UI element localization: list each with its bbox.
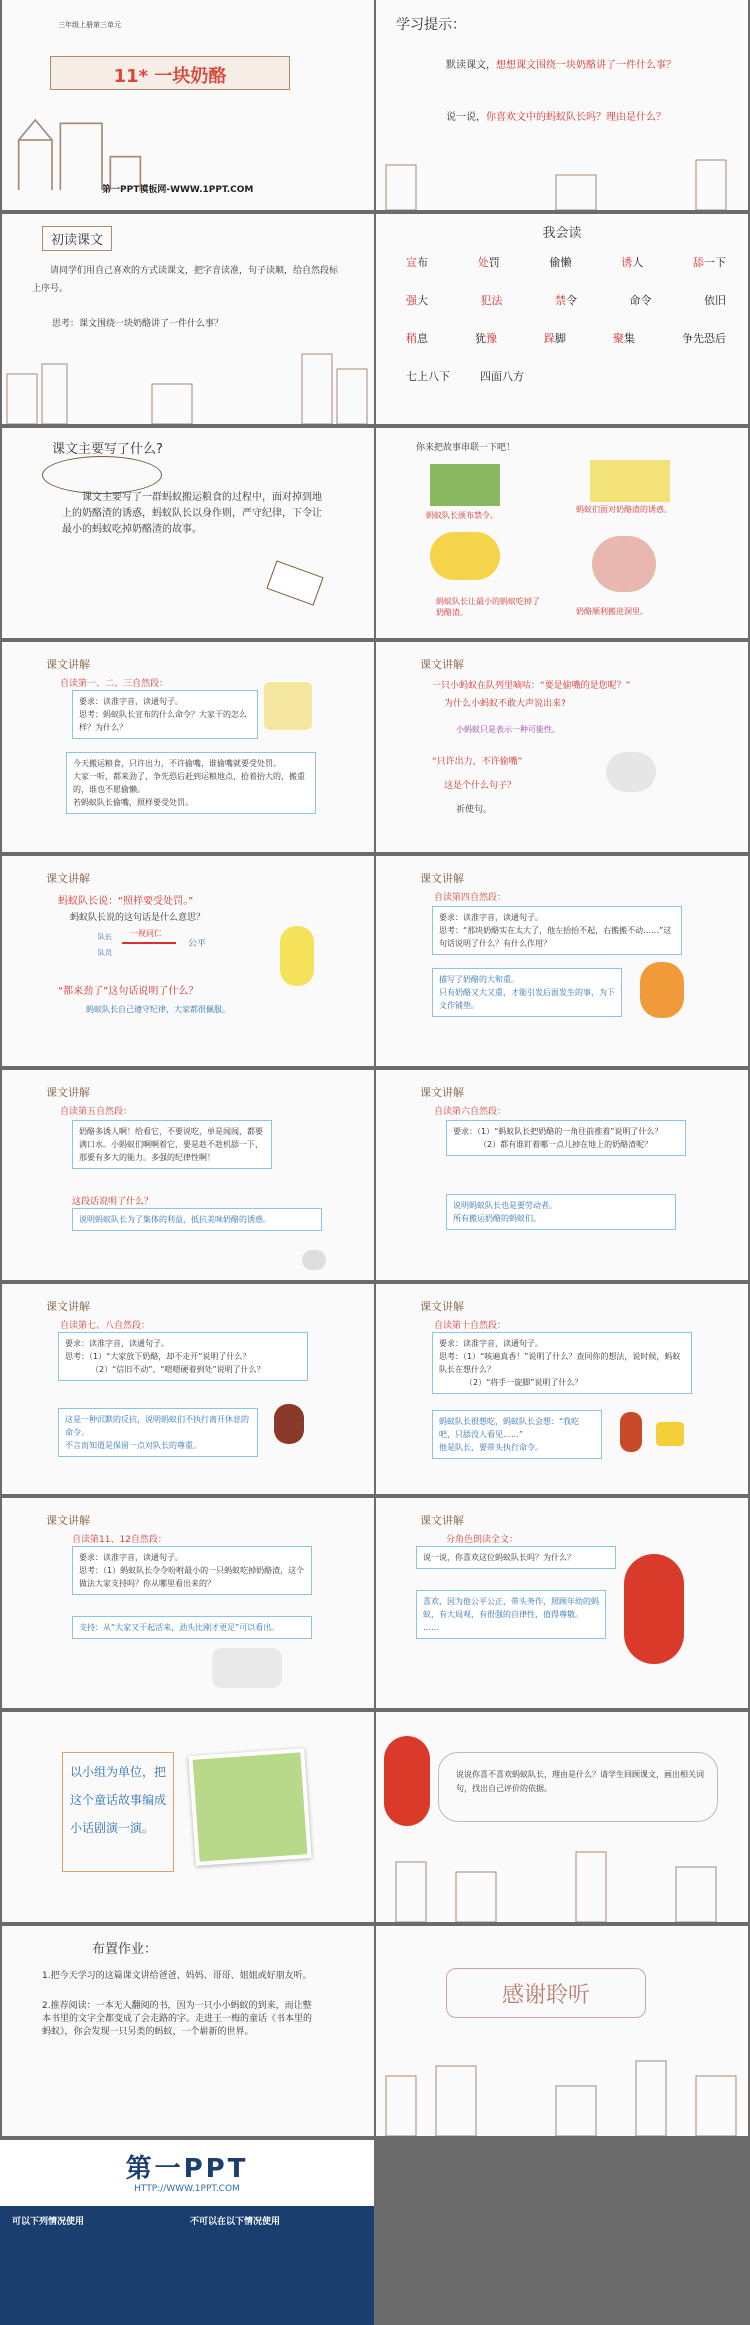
requirement: 要求：读准字音，读通句子。	[79, 697, 183, 706]
slide-18	[376, 1712, 748, 1922]
slide-subtitle: 分角色朗读全文：	[446, 1535, 519, 1545]
ant-picture	[302, 1250, 326, 1270]
word-duojiao: 跺脚	[544, 332, 566, 345]
line-2: 蚂蚁队长说的这句话是什么意思？	[70, 913, 206, 923]
answer: 喜欢，因为他公平公正，带头务作，照顾年幼的蚂蚁，有大局观，有很强的自律性，值得尊敬。	[423, 1597, 599, 1619]
line-3: “都来劲了”这句话说明了什么？	[58, 986, 199, 997]
read-heading: 初读课文	[42, 226, 112, 251]
passage-question: 这段话说明了什么？	[72, 1197, 154, 1207]
word-row-2	[406, 292, 726, 330]
answer-3: 若蚂蚁队长偷嘴，照样要受处罚。	[73, 798, 193, 807]
answer-2: 大家一听，都来劲了，争先恐后赶到运粮地点，抢着抬大的，搬重的，谁也不愿偷懒。	[73, 772, 305, 794]
question-box	[58, 1332, 308, 1381]
slide-8	[376, 642, 748, 852]
question-1: 要求：（1）“蚂蚁队长把奶酪的一角往前推着”说明了什么？	[453, 1127, 663, 1136]
cheese-picture	[264, 682, 312, 730]
slide-label: 课文讲解	[420, 1300, 464, 1313]
footer-banner	[0, 2140, 374, 2325]
slide-6	[376, 428, 748, 638]
activity-text: 以小组为单位，把这个童话故事编成小话剧演一演。	[70, 1765, 167, 1835]
question-box	[446, 1120, 686, 1156]
city-illustration	[2, 90, 374, 190]
word-yijiu: 依旧	[704, 294, 726, 307]
word-simianbafang: 四面八方	[480, 370, 524, 383]
homework-item-1: 1.把今天学习的这篇课文讲给爸爸、妈妈、哥哥、姐姐或好朋友听。	[42, 1971, 312, 1981]
words-heading: 我会读	[542, 226, 582, 241]
summary-heading: 课文主要写了什么?	[52, 442, 163, 457]
requirement: 要求：读准字音，读通句子。	[439, 913, 543, 922]
footer-logo: 第一PPT	[125, 2154, 249, 2184]
story-caption-2: 蚂蚁们面对奶酪渣的诱惑。	[576, 505, 672, 514]
word-grid	[406, 254, 726, 406]
slide-subtitle: 自读第11、12自然段：	[72, 1535, 167, 1545]
word-toulan: 偷懒	[549, 256, 572, 269]
word-row-4	[406, 368, 726, 406]
slide-9	[2, 856, 374, 1066]
line-4: 蚂蚁队长自己遵守纪律，大家都很佩服。	[86, 1005, 230, 1014]
slide-10	[376, 856, 748, 1066]
word-xuanbu: 宣布	[406, 256, 428, 269]
slide-17	[2, 1712, 374, 1922]
word-juji: 聚集	[613, 332, 635, 345]
story-heading: 你来把故事串联一下吧！	[416, 443, 516, 453]
question-2: （2）都有谁盯着哪一点儿掉在地上的奶酪渣呢？	[479, 1140, 653, 1149]
tip-1	[446, 58, 676, 74]
question: 思考：“那块奶酪实在太大了，他左抬抬不起，右搬搬不动……”这句话说明了什么？有什么作用？	[439, 926, 672, 948]
answer-box	[432, 1410, 602, 1459]
tip-2-prefix: 说一说，	[446, 112, 486, 123]
slide-5	[2, 428, 374, 638]
question-box	[432, 1332, 692, 1394]
read-instruction: 请同学们用自己喜欢的方式读课文，把字音读准，句子读顺，给自然段标上序号。	[32, 266, 339, 294]
homework-item-2: 2.推荐阅读：一本无人翻阅的书，因为一只小小蚂蚁的到来，而让整本书里的文字全都变成了会走路的字。走进王一梅的童话《书本里的蚂蚁》，你会发现一只另类的蚂蚁，一个崭新的世界。	[42, 2001, 313, 2037]
speech-bubble	[42, 456, 162, 494]
slide-20	[376, 1926, 748, 2136]
story-caption-1: 蚂蚁队长颁布禁令。	[426, 511, 498, 520]
word-row-1	[406, 254, 726, 292]
grade-label: 三年级上册第三单元	[58, 21, 121, 29]
word-qishangbaxia: 七上八下	[406, 370, 450, 383]
question-1: 思考：（1）“大家放下奶酪，却不走开”说明了什么？	[65, 1352, 251, 1361]
slide-label: 课文讲解	[46, 1086, 90, 1099]
word-chufa: 处罚	[477, 256, 500, 269]
slide-14	[376, 1284, 748, 1494]
ant-picture	[212, 1648, 282, 1688]
question-box: 说一说，你喜欢这位蚂蚁队长吗？为什么？	[416, 1546, 616, 1569]
slide-2	[376, 0, 748, 210]
city-illustration	[376, 150, 748, 210]
summary-text: 课文主要写了一群蚂蚁搬运粮食的过程中，面对掉到地上的奶酪渣的诱惑，蚂蚁队长以身作则，严守纪律，下令让最小的蚂蚁吃掉奶酪渣的故事。	[62, 492, 322, 535]
ant-picture	[606, 752, 656, 792]
story-caption-3: 蚂蚁队长让最小的蚂蚁吃掉了奶酪渣。	[436, 597, 540, 617]
answer-2: 他是队长，要带头执行命令。	[439, 1443, 543, 1452]
footer-allowed-title: 可以下列情况使用	[12, 2217, 85, 2227]
lesson-title: 11* 一块奶酪	[113, 66, 227, 87]
question-2: （2）“将手一旋脚”说明了什么？	[465, 1378, 583, 1387]
line-2: 为什么小蚂蚁不敢大声说出来?	[444, 699, 566, 709]
discussion-text: 说说你喜不喜欢蚂蚁队长，理由是什么？请学生回顾课文，画出相关词句，找出自己评价的依据。	[456, 1770, 704, 1793]
slide-13	[2, 1284, 374, 1494]
slide-15	[2, 1498, 374, 1708]
word-shaoxi: 稍息	[406, 332, 428, 345]
word-row-3	[406, 330, 726, 368]
answer-2: 所有搬运奶酪的蚂蚁们。	[453, 1214, 541, 1223]
slide-label: 课文讲解	[420, 1086, 464, 1099]
word-mingling: 命令	[629, 294, 652, 307]
tips-heading: 学习提示：	[396, 17, 466, 33]
slide-19	[2, 1926, 374, 2136]
slide-subtitle: 自读第四自然段：	[434, 893, 507, 903]
ant-picture	[640, 962, 684, 1018]
slide-label: 课文讲解	[46, 658, 90, 671]
word-fanfa: 犯法	[480, 294, 503, 307]
answer-1: 说明蚂蚁队长也是要劳动者。	[453, 1201, 557, 1210]
ant-picture	[620, 1412, 642, 1452]
answer-1: 这是一种沉默的反抗，说明蚂蚁们不执行离开休息的命令。	[65, 1415, 249, 1437]
word-youyu: 犹豫	[475, 332, 497, 345]
line-6: 祈使句。	[456, 805, 493, 815]
slide-subtitle: 自读第一、二、三自然段：	[60, 679, 169, 689]
requirement: 要求：读准字音，读通句子。	[65, 1339, 169, 1348]
word-qiangda: 强大	[406, 294, 428, 307]
slide-3	[2, 214, 374, 424]
passage-box: 奶酪多诱人啊！给看它，不要说吃，单是闻闻，都要满口水。小蚂蚁们啊啊着它，要是趁不趁机舔一下，那要有多大的能力。多强的纪律性啊！	[72, 1120, 272, 1169]
diagram-leader: 队长	[98, 933, 112, 941]
answer-box	[446, 1194, 676, 1230]
question-box	[72, 690, 258, 739]
slide-7	[2, 642, 374, 852]
answer-box	[58, 1408, 258, 1457]
line-1: 一只小蚂蚁在队列里嘀咕：“要是偷嘴的是您呢？”	[432, 681, 631, 691]
ant-picture	[384, 1736, 430, 1826]
story-image-3	[430, 532, 500, 580]
slide-4	[376, 214, 748, 424]
ant-picture	[274, 1404, 304, 1444]
word-zhengxiankonghou: 争先恐后	[682, 332, 726, 345]
question: 思考：蚂蚁队长宣布的什么命令？大家干的怎么样？为什么？	[79, 710, 247, 732]
answer-2: 只有奶酪又大又重，才能引发后面发生的事，为下文作铺垫。	[439, 988, 615, 1010]
cheese-picture	[656, 1422, 684, 1446]
line-1: 蚂蚁队长说：“照样要受处罚。”	[58, 896, 194, 907]
answer-2: 不言而知道是保留一点对队长的尊重。	[65, 1441, 201, 1450]
diagram-arrow	[122, 942, 176, 944]
tip-1-prefix: 默读课文，	[446, 60, 496, 71]
slide-subtitle: 自读第十自然段：	[434, 1321, 507, 1331]
slide-11	[2, 1070, 374, 1280]
story-image-2	[590, 460, 670, 502]
slide-subtitle: 自读第七、八自然段：	[60, 1321, 151, 1331]
slide-label: 课文讲解	[420, 1514, 464, 1527]
city-illustration	[376, 1842, 748, 1922]
tip-2	[446, 110, 676, 126]
slide-label: 课文讲解	[46, 872, 90, 885]
slide-1	[2, 0, 374, 210]
diagram-fairness: 一视同仁	[130, 929, 162, 938]
city-illustration	[376, 2046, 748, 2136]
answer-1: 描写了奶酪的大和重。	[439, 975, 519, 984]
question-2: （2）“信旧不动”、“嗯嗯硬着到处”说明了什么？	[91, 1365, 265, 1374]
ant-photo	[188, 1748, 311, 1866]
slide-subtitle: 自读第五自然段：	[60, 1107, 133, 1117]
slide-label: 课文讲解	[46, 1514, 90, 1527]
ant-picture	[280, 926, 314, 986]
slide-12	[376, 1070, 748, 1280]
thanks-text: 感谢聆听	[501, 1983, 590, 2008]
tip-2-question: 你喜欢文中的蚂蚁队长吗？理由是什么？	[486, 112, 666, 123]
word-tianyixia: 舔一下	[693, 256, 726, 269]
line-4: “只许出力，不许偷嘴”	[432, 757, 523, 767]
line-5: 这是个什么句子？	[444, 781, 517, 791]
story-image-4	[592, 536, 656, 592]
question-box	[72, 1546, 312, 1595]
answer-box: 支持：从“大家又干起活来，劲头比刚才更足”可以看出。	[72, 1616, 312, 1639]
slide-16	[376, 1498, 748, 1708]
word-jinling: 禁令	[555, 294, 577, 307]
word-youren: 诱人	[621, 256, 644, 269]
answer-box	[66, 752, 316, 814]
footer-url: HTTP://WWW.1PPT.COM	[134, 2184, 240, 2194]
slide-label: 课文讲解	[420, 658, 464, 671]
line-3: 小蚂蚁只是表示一种可能性。	[456, 725, 560, 734]
requirement: 要求：读准字音，读通句子。	[439, 1339, 543, 1348]
footer-forbidden-title: 不可以在以下情况使用	[190, 2217, 281, 2227]
slide-label: 课文讲解	[46, 1300, 90, 1313]
story-caption-4: 奶酪顺利搬进洞里。	[576, 607, 648, 616]
answer-box	[432, 968, 622, 1017]
city-illustration	[2, 344, 374, 424]
tip-1-question: 想想课文围绕一块奶酪讲了一件什么事？	[496, 60, 676, 71]
site-url: 第一PPT模板网-WWW.1PPT.COM	[102, 185, 254, 195]
paper-decoration	[266, 560, 323, 605]
answer-1: 蚂蚁队长很想吃，蚂蚁队长会想：“我吃吧，只舔没人看见……”	[439, 1417, 580, 1439]
ellipsis: ……	[423, 1623, 439, 1632]
answer-1: 今天搬运粮食，只许出力，不许偷嘴，谁偷嘴就要受处罚。	[73, 759, 281, 768]
story-image-1	[430, 464, 500, 506]
ant-picture	[624, 1554, 684, 1664]
homework-heading: 布置作业：	[92, 1942, 158, 1957]
slide-subtitle: 自读第六自然段：	[434, 1107, 507, 1117]
question-1: 思考：（1）“咳遍真香！”说明了什么？查同你的想法，说时候，蚂蚁队长在想什么？	[439, 1352, 681, 1374]
question: 思考：（1）蚂蚁队长令令吩咐最小的一只蚂蚁吃掉奶酪渣，这个做法大家支持吗？你从哪里看出来的？	[79, 1566, 305, 1588]
diagram-fair: 公平	[188, 939, 207, 949]
read-question: 思考：课文围绕一块奶酪讲了一件什么事？	[52, 319, 224, 329]
question-box	[432, 906, 682, 955]
slide-label: 课文讲解	[420, 872, 464, 885]
answer-box: 说明蚂蚁队长为了集体的利益，抵抗美味奶酪的诱惑。	[72, 1208, 322, 1231]
requirement: 要求：读准字音，读通句子。	[79, 1553, 183, 1562]
answer-box	[416, 1590, 606, 1639]
diagram-members: 队员	[98, 949, 112, 957]
